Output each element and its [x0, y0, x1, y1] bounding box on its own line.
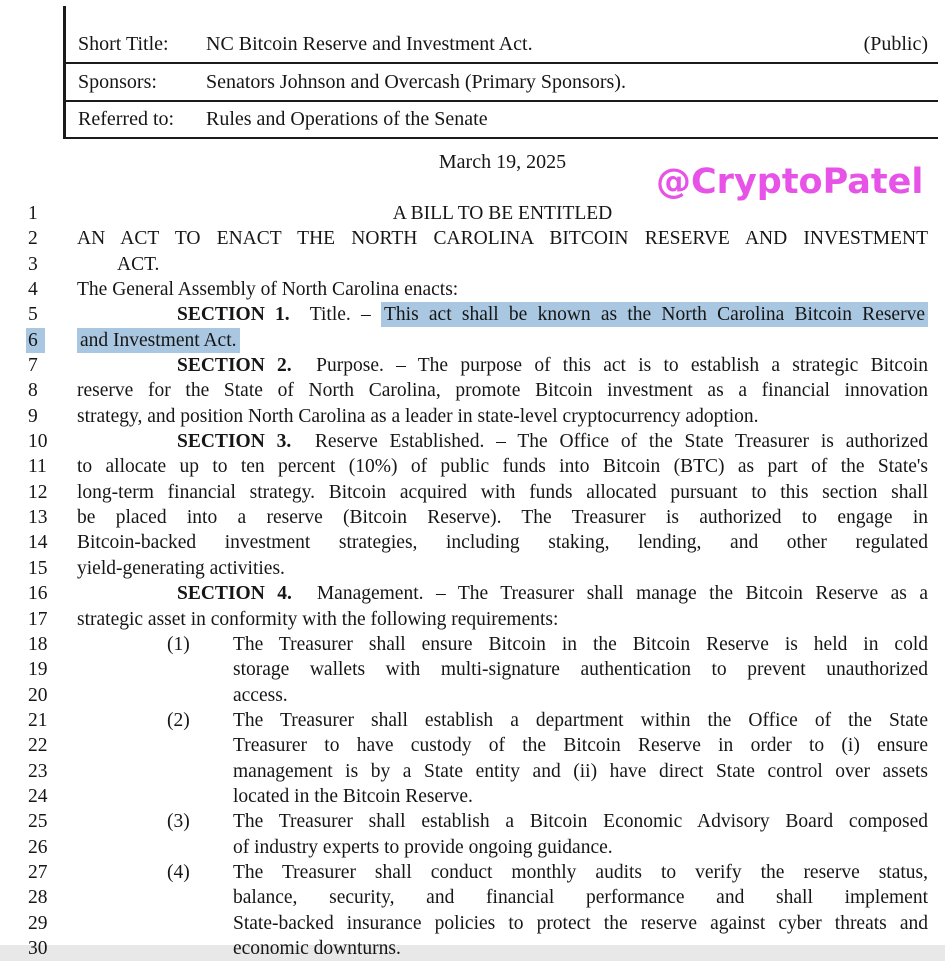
line-text: [77, 505, 928, 530]
line-number: 27: [28, 861, 48, 883]
line-number: 16: [28, 583, 48, 605]
bill-line: [28, 860, 928, 885]
bill-body: [28, 201, 928, 961]
line-text: [77, 683, 928, 708]
line-text: [77, 911, 928, 936]
highlighted-text-segment: This act shall be known as the North Carolina Bitcoin Reserve: [381, 302, 928, 327]
bill-line: [28, 530, 928, 555]
line-text: [77, 252, 928, 277]
line-number: 10: [28, 431, 48, 453]
bill-line: [28, 784, 928, 809]
line-text: [77, 530, 928, 555]
text-segment: A BILL TO BE ENTITLED: [392, 203, 613, 224]
referred-to-label: Referred to:: [78, 108, 175, 130]
bill-line: [28, 277, 928, 302]
line-number: 23: [28, 760, 48, 782]
line-text: [77, 581, 928, 606]
text-segment: The General Assembly of North Carolina enacts:: [77, 279, 459, 301]
public-tag: (Public): [863, 33, 928, 55]
line-text: [77, 835, 928, 860]
line-number: 26: [28, 836, 48, 858]
line-text: [77, 759, 928, 784]
line-number: 22: [28, 735, 48, 757]
bill-line: [28, 632, 928, 657]
text-segment: SECTION 2.: [177, 355, 292, 377]
text-segment: to allocate up to ten percent (10%) of public funds into Bitcoin (BTC) as part of the State's: [77, 456, 928, 478]
text-segment: storage wallets with multi-signature authentication to prevent unauthorized: [233, 659, 928, 681]
text-segment: Treasurer to have custody of the Bitcoin Reserve in order to (i) ensure: [233, 735, 928, 757]
bill-line: [28, 911, 928, 936]
text-segment: The Treasurer shall conduct monthly audits to verify the reserve status,: [233, 861, 928, 883]
line-text: [77, 556, 928, 581]
list-marker: (2): [167, 709, 190, 731]
text-segment: Purpose. – The purpose of this act is to establish a strategic Bitcoin: [291, 355, 928, 377]
line-text: [77, 632, 928, 657]
short-title-label: Short Title:: [78, 33, 169, 55]
highlighted-text-segment: and Investment Act.: [77, 328, 240, 353]
bill-line: [28, 708, 928, 733]
bill-line: [28, 252, 928, 277]
text-segment: Reserve Established. – The Office of the State Treasurer is authorized: [291, 431, 929, 453]
line-text: [77, 657, 928, 682]
text-segment: SECTION 3.: [177, 431, 292, 453]
text-segment: Title. –: [289, 304, 381, 326]
line-number: 28: [28, 887, 48, 909]
referred-to-value: Rules and Operations of the Senate: [206, 108, 488, 130]
list-marker: (4): [167, 861, 190, 883]
line-text: [77, 454, 928, 479]
line-number: 5: [28, 304, 38, 326]
bill-line: [28, 683, 928, 708]
line-text: [77, 277, 928, 302]
bill-line: [28, 429, 928, 454]
text-segment: The Treasurer shall ensure Bitcoin in the Bitcoin Reserve is held in cold: [233, 633, 928, 655]
header-row-short-title: [66, 6, 938, 64]
line-text: [77, 607, 928, 632]
bill-date: March 19, 2025: [438, 151, 567, 173]
line-number: 12: [28, 481, 48, 503]
line-number: 7: [28, 355, 38, 377]
text-segment: access.: [233, 684, 288, 706]
line-text: [77, 429, 928, 454]
line-number: 20: [28, 684, 48, 706]
sponsors-value: Senators Johnson and Overcash (Primary Sponsors).: [206, 71, 626, 93]
text-segment: State-backed insurance policies to protect the reserve against cyber threats and: [233, 912, 928, 934]
line-text: [77, 809, 928, 834]
text-segment: AN ACT TO ENACT THE NORTH CAROLINA BITCOIN RESERVE AND INVESTMENT: [77, 228, 928, 250]
text-segment: strategic asset in conformity with the following requirements:: [77, 608, 559, 630]
line-number: 19: [28, 659, 48, 681]
sponsors-label: Sponsors:: [78, 71, 157, 93]
text-segment: The Treasurer shall establish a department within the Office of the State: [233, 709, 928, 731]
text-segment: SECTION 1.: [177, 304, 290, 326]
line-number: 3: [28, 253, 38, 275]
line-text: [77, 404, 928, 429]
line-text: [77, 885, 928, 910]
line-number: 18: [28, 633, 48, 655]
line-text: [77, 302, 928, 327]
text-segment: yield-generating activities.: [77, 557, 285, 579]
text-segment: located in the Bitcoin Reserve.: [233, 785, 473, 807]
bill-line: [28, 201, 928, 226]
bill-line: [28, 480, 928, 505]
bill-line: [28, 885, 928, 910]
bill-line: [28, 835, 928, 860]
line-number: 25: [28, 811, 48, 833]
line-number: 13: [28, 507, 48, 529]
line-number: 30: [28, 937, 48, 959]
line-number: 6: [28, 328, 77, 353]
text-segment: economic downturns.: [233, 937, 401, 959]
line-text: [77, 328, 928, 353]
bill-line: [28, 226, 928, 251]
text-segment: long-term financial strategy. Bitcoin acquired with funds allocated pursuant to this section shall: [77, 481, 928, 503]
line-text: [77, 733, 928, 758]
header-row-referred-to: [66, 102, 938, 139]
list-marker: (3): [167, 811, 190, 833]
list-marker: (1): [167, 633, 190, 655]
bill-line: [28, 328, 928, 353]
text-segment: The Treasurer shall establish a Bitcoin Economic Advisory Board composed: [233, 811, 928, 833]
text-segment: management is by a State entity and (ii) have direct State control over assets: [233, 760, 928, 782]
short-title-value: NC Bitcoin Reserve and Investment Act.: [206, 33, 533, 55]
line-number: 8: [28, 380, 38, 402]
bill-line: [28, 581, 928, 606]
line-number: 29: [28, 912, 48, 934]
text-segment: strategy, and position North Carolina as a leader in state-level cryptocurrency adoption.: [77, 405, 759, 427]
header-row-sponsors: [66, 64, 938, 102]
bill-line: [28, 454, 928, 479]
line-number: 11: [28, 456, 47, 478]
line-number: 2: [28, 228, 38, 250]
bill-line: [28, 302, 928, 327]
line-number: 4: [28, 279, 38, 301]
line-text: [77, 860, 928, 885]
bill-line: [28, 404, 928, 429]
line-number: 17: [28, 608, 48, 630]
text-segment: be placed into a reserve (Bitcoin Reserve). The Treasurer is authorized to engage in: [77, 507, 928, 529]
crypto-patel-watermark: @CryptoPatel: [656, 162, 924, 202]
line-text: [77, 226, 928, 251]
bill-line: [28, 505, 928, 530]
line-number: 1: [28, 203, 38, 224]
bill-header-table: [63, 6, 938, 139]
line-text: [77, 708, 928, 733]
line-text: [77, 784, 928, 809]
text-segment: balance, security, and financial performance and shall implement: [233, 887, 928, 909]
bill-line: [28, 809, 928, 834]
bill-line: [28, 657, 928, 682]
text-segment: ACT.: [117, 253, 160, 275]
line-text: [77, 378, 928, 403]
line-text: [77, 353, 928, 378]
line-text: [77, 936, 928, 961]
bill-line: [28, 759, 928, 784]
line-text: [77, 480, 928, 505]
text-segment: SECTION 4.: [177, 583, 292, 605]
line-text: [77, 201, 928, 226]
line-number: 24: [28, 785, 48, 807]
bill-line: [28, 936, 928, 961]
line-number: 15: [28, 557, 48, 579]
bill-line: [28, 378, 928, 403]
line-number: 21: [28, 709, 48, 731]
text-segment: reserve for the State of North Carolina, promote Bitcoin investment as a financial innovation: [77, 380, 928, 402]
line-number: 14: [28, 532, 48, 554]
text-segment: of industry experts to provide ongoing guidance.: [233, 836, 613, 858]
bill-line: [28, 733, 928, 758]
bill-line: [28, 607, 928, 632]
bill-line: [28, 353, 928, 378]
text-segment: Bitcoin-backed investment strategies, including staking, lending, and other regulated: [77, 532, 928, 554]
bill-line: [28, 556, 928, 581]
line-number: 9: [28, 405, 38, 427]
text-segment: Management. – The Treasurer shall manage the Bitcoin Reserve as a: [291, 583, 929, 605]
